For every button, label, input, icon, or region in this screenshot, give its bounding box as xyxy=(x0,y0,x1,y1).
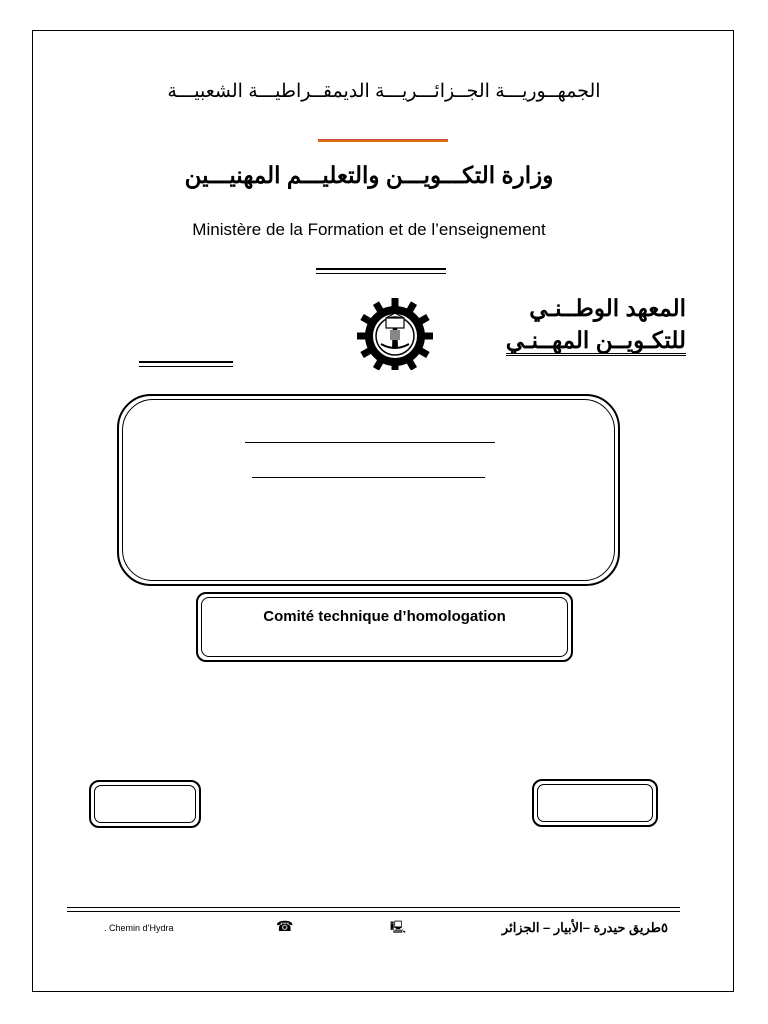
institute-name xyxy=(506,292,686,356)
institute-line2: للتكـويــن المهــنـي xyxy=(506,327,686,356)
title-box-line-2 xyxy=(252,477,485,478)
orange-divider xyxy=(318,139,448,142)
black-divider xyxy=(316,268,446,274)
title-box-line-1 xyxy=(245,442,495,443)
comite-box xyxy=(196,592,573,662)
title-box xyxy=(117,394,620,586)
ministry-title-fr: Ministère de la Formation et de l’enseignement xyxy=(192,220,546,239)
comite-label: Comité technique d’homologation xyxy=(263,608,506,625)
right-small-box xyxy=(532,779,658,827)
gear-emblem-icon xyxy=(355,298,435,370)
footer-divider xyxy=(67,907,680,912)
footer-address-ar: ٥طريق حيدرة –الأبيار – الجزائر xyxy=(501,920,668,935)
left-small-box xyxy=(89,780,201,828)
institute-line1: المعهد الوطــنـي xyxy=(529,295,686,321)
left-divider xyxy=(139,361,233,367)
footer-address-fr: . Chemin d’Hydra xyxy=(104,923,174,933)
fax-icon: 🖳 xyxy=(390,920,407,934)
republic-title: الجمهــوريـــة الجــزائـــريـــة الديمقــراطيـــة الشعبيـــة xyxy=(167,81,601,102)
ministry-title-ar: وزارة التكـــويـــن والتعليـــم المهنيـــين xyxy=(184,162,554,188)
phone-icon: ☎ xyxy=(276,918,294,934)
